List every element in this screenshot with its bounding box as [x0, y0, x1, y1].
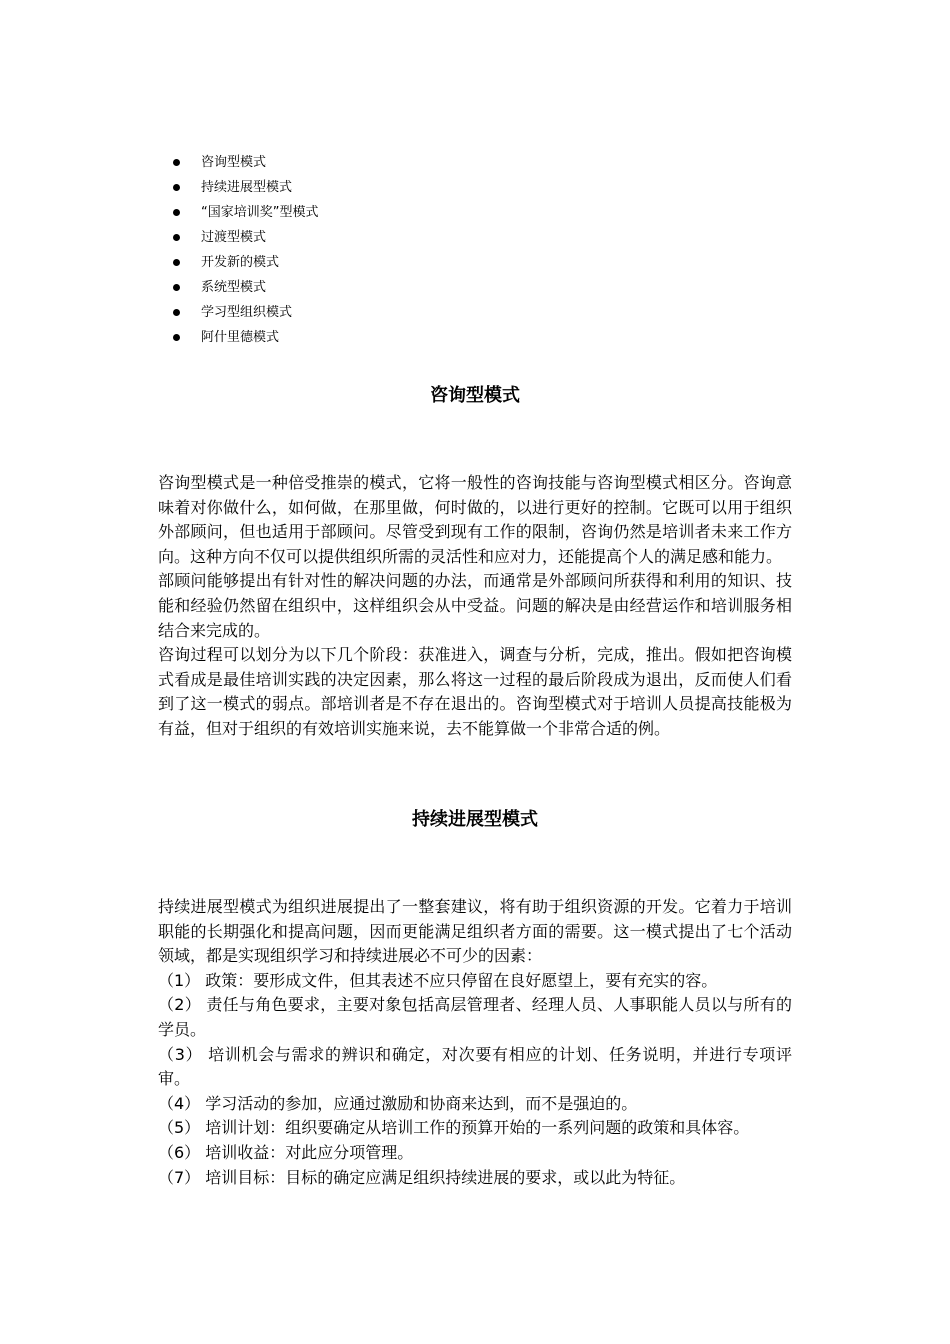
paragraph: 持续进展型模式为组织进展提出了一整套建议，将有助于组织资源的开发。它着力于培训职能的长期强化和提高问题，因而更能满足组织者方面的需要。这一模式提出了七个活动领域，都是实现组织学习和持续进展必不可少的因素： [158, 897, 792, 966]
list-item [158, 250, 318, 275]
list-item-label: 系统型模式 [201, 280, 267, 295]
list-item [158, 325, 318, 350]
bullet-icon [173, 309, 180, 316]
list-item-label: 持续进展型模式 [201, 180, 293, 195]
bullet-icon [173, 284, 180, 291]
numbered-item: （4） 学习活动的参加，应通过激励和协商来达到，而不是强迫的。 [158, 1093, 638, 1113]
paragraph: 咨询过程可以划分为以下几个阶段：获准进入，调查与分析，完成，推出。假如把咨询模式看成是最佳培训实践的决定因素，那么将这一过程的最后阶段成为退出，反而使人们看到了这一模式的弱点。部培训者是不存在退出的。咨询型模式对于培训人员提高技能极为有益，但对于组织的有效培训实施来说，去不能算做一个非常合适的例。 [158, 645, 792, 738]
list-item [158, 200, 318, 225]
numbered-item: （7） 培训目标：目标的确定应满足组织持续进展的要求，或以此为特征。 [158, 1167, 686, 1187]
list-item [158, 150, 318, 175]
model-list [158, 150, 318, 350]
list-item-label: “国家培训奖”型模式 [201, 205, 319, 220]
section-heading-consulting: 咨询型模式 [430, 385, 520, 406]
list-item-label: 学习型组织模式 [201, 305, 293, 320]
section-heading-continuous-development: 持续进展型模式 [412, 809, 538, 830]
numbered-item: （5） 培训计划：组织要确定从培训工作的预算开始的一系列问题的政策和具体容。 [158, 1118, 750, 1138]
list-item [158, 225, 318, 250]
numbered-item: （3） 培训机会与需求的辨识和确定，对次要有相应的计划、任务说明，并进行专项评审。 [158, 1044, 792, 1089]
list-item [158, 175, 318, 200]
section-body-continuous-development [158, 895, 792, 1190]
bullet-icon [173, 159, 180, 166]
list-item-label: 开发新的模式 [201, 255, 280, 270]
paragraph: 部顾问能够提出有针对性的解决问题的办法，而通常是外部顾问所获得和利用的知识、技能和经验仍然留在组织中，这样组织会从中受益。问题的解决是由经营运作和培训服务相结合来完成的。 [158, 571, 792, 640]
list-item-label: 咨询型模式 [201, 155, 267, 170]
list-item [158, 275, 318, 300]
bullet-icon [173, 209, 180, 216]
paragraph: 咨询型模式是一种倍受推崇的模式，它将一般性的咨询技能与咨询型模式相区分。咨询意味着对你做什么，如何做，在那里做，何时做的，以进行更好的控制。它既可以用于组织外部顾问，但也适用于部顾问。尽管受到现有工作的限制，咨询仍然是培训者未来工作方向。这种方向不仅可以提供组织所需的灵活性和应对力，还能提高个人的满足感和能力。 [158, 473, 792, 566]
numbered-item: （2） 责任与角色要求，主要对象包括高层管理者、经理人员、人事职能人员以与所有的学员。 [158, 995, 792, 1039]
list-item-label: 过渡型模式 [201, 230, 267, 245]
bullet-icon [173, 234, 180, 241]
bullet-icon [173, 184, 180, 191]
bullet-icon [173, 334, 180, 341]
section-body-consulting [158, 471, 792, 742]
numbered-item: （1） 政策：要形成文件，但其表述不应只停留在良好愿望上，要有充实的容。 [158, 970, 718, 990]
list-item-label: 阿什里德模式 [201, 330, 280, 345]
bullet-icon [173, 259, 180, 266]
list-item [158, 300, 318, 325]
numbered-item: （6） 培训收益：对此应分项管理。 [158, 1142, 414, 1162]
